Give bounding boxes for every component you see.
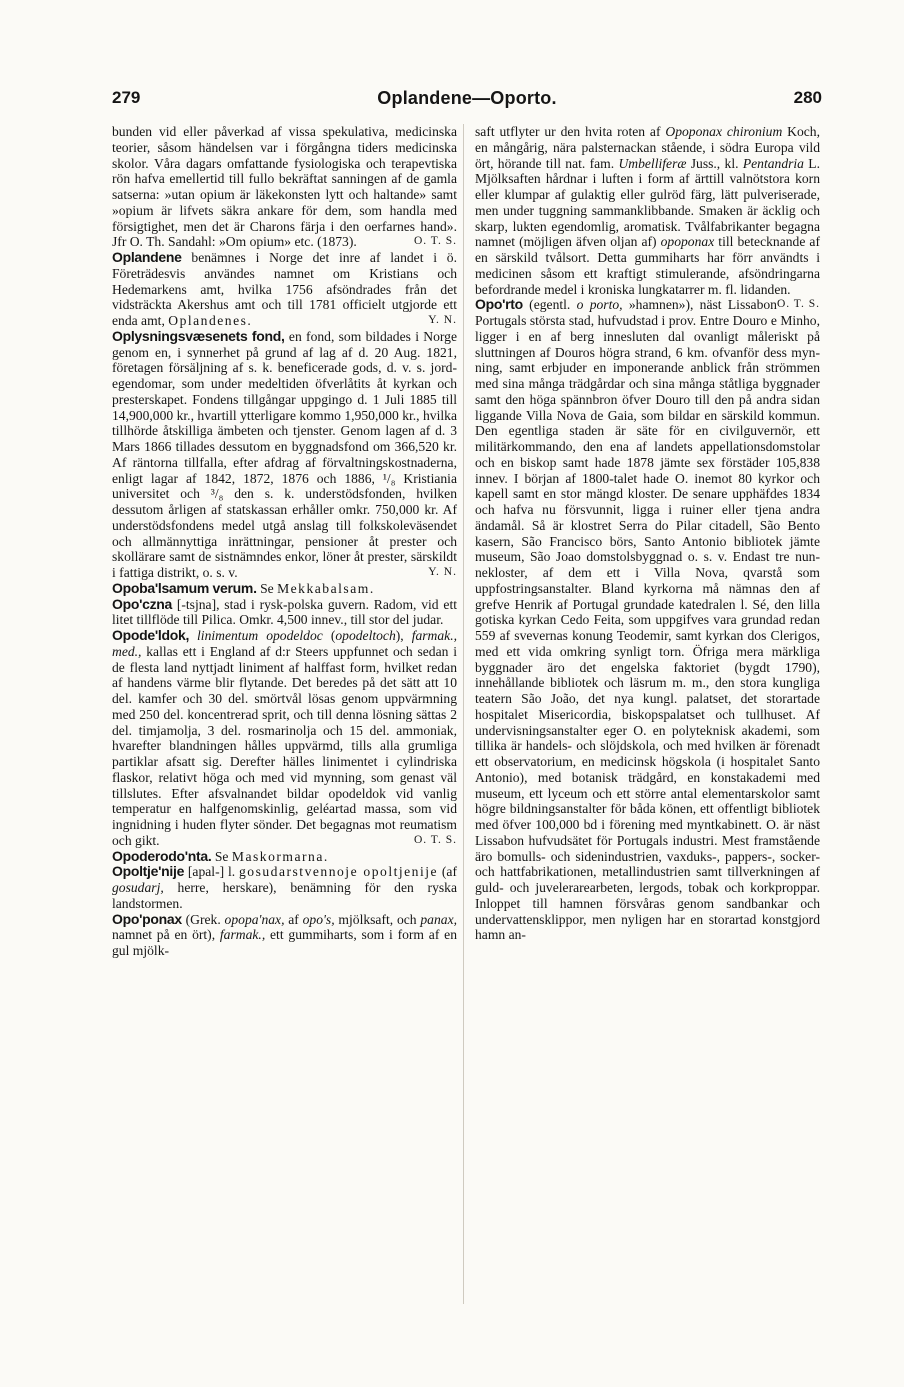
author-signature: Y. N. — [428, 566, 457, 578]
entry-continuation: bunden vid eller påverkad af vissa spekulativa, medicinska teorier, såsom händelsen var i förgångna tiders medicinska skolor. Våra dagars omfattande fysiologiska och terapevtiska rön hafva emellertid till fullo bekräftat sanningen af de gamla satserna: »utan opium är läkekonsten lytt och haltande» samt »opium är lifvets säkra ankare för dem, som handla med försigtighet, men det är Charons färja i den oerfarnes hand». Jfr O. Th. Sandahl: »Om opium» etc. (1873). O. T. S. — [112, 124, 457, 250]
author-signature: O. T. S. — [776, 298, 820, 311]
column-divider — [463, 124, 464, 1304]
page-title: Oplandene—Oporto. — [377, 88, 557, 108]
entry-opodeldok: Opode'ldok, linimentum opodeldoc (opodeltoch), farmak., med., kallas ett i England af d:r Steers uppfunnet och sedan i de flesta land nyttjadt liniment af halffast form, hvilket redan af handens värme blir flytande. Det beredes på det sätt att 10 del. kamfer och 30 del. smörtvål lösas genom uppvärmning med 250 del. koncentrerad sprit, och till denna lösning sättas 2 del. timjamolja, 3 del. rosmarinolja och 15 del. ammoniak, hvarefter blandningen hålles uppvärmd, tills alla grumliga partiklar afsatt sig. Derefter hälles linimentet i cylindriska flaskor, relativt höga och med vid mynning, som genast väl tillslutes. Efter afsvalnandet bildar opodeldok vid vanlig temperatur en halfgenomskinlig, geléartad massa, som vid ingnidning i huden flyter sönder. Det begagnas mot reumatism och gikt. O. T. S. — [112, 627, 457, 848]
entry-opoderodonta: Opoderodo'nta. Se Maskormarna. — [112, 847, 329, 864]
author-signature: O. T. S. — [413, 833, 457, 846]
headword: Oplysningsvæsenets fond, — [112, 327, 285, 344]
entry-opobalsamum: Opoba'lsamum verum. Se Mekkabalsam. — [112, 579, 375, 596]
page-header — [112, 88, 822, 112]
entry-opoczna: Opo'czna [-tsjna], stad i rysk-polska guvern. Radom, vid ett litet tillflöde till Pilica. Omkr. 4,500 innev., till stor del judar. — [112, 595, 457, 628]
right-column — [475, 124, 820, 943]
headword: Opo'czna — [112, 595, 173, 612]
entry-oplandene: Oplandene benämnes i Norge det inre af landet i ö. Företrädesvis användes namnet om Kristians och Hedemarkens amt, hvilka 1756 afsöndrades från det vidsträckta Akershus amt och till 1781 officielt utgjorde ett enda amt, Oplandenes. Y. N. — [112, 249, 457, 328]
author-signature: Y. N. — [428, 314, 457, 326]
entry-oporto: Opo'rto (egentl. o porto, »hamnen»), näst Lissabon Portugals största stad, hufvudstad i prov. Entre Douro e Minho, ligger i en af berg innesluten dal ovanligt måleriskt på sluttningen af Douros högra strand, 6 km. ofvanför dess mynning, samt erbjuder en imponerande anblick från strömmen med sina många trädgårdar och sina många ståtliga byggnader samt den höga spännbron öfver Douro till den på andra sidan liggande Villa Nova de Gaia, som bildar en särskild kommun. Den egentliga staden är säte för en civilguvernör, ett militärkommando, den ena af landets appellationsdomstolar och en biskop samt hade 1878 jämte sex förstäder 105,838 innev. I början af 1800-talet hade O. inemot 80 kyrkor och kapell samt en stor mängd kloster. De senare upphäfdes 1834 och hafva nu försvunnit, ligga i ruiner eller tjena andra ändamål. Så är klostret Serra do Pilar citadell, São Bento kasern, São Francisco börs, Santo Antonio bibliotek jämte museum, São Joao domstolsbyggnad o. s. v. Endast tre nunnekloster, af dem ett i Villa Nova, qvarstå som uppfostringsanstalter. Bland kyrkorna må nämnas den af grefve Henrik af Portugal grundade katedralen l. Sé, den lilla gotiska kyrkan Cedo Feita, som uppgifves vara grundad redan 559 af svevernas konung Teodemir, samt kyrkan dos Clerigos, med ett vida omkring synligt torn. Öfriga mera märkliga byggnader äro det engelska faktoriet (bygdt 1790), innehållande bibliotek och läsrum m. m., den stora kungliga teatern São João, det nya kungl. palatset, det storartade hospitalet Misericordia, biskopspalatset och tullhuset. Af undervisningsanstalter eger O. en polyteknisk akademi, som tillika är handels- och slöjdskola, och med hvilken är förenadt ett observatorium, en medicinsk högskola (i hospitalet Santo Antonio), med botanisk trädgård, en konstakademi med museum, ett lyceum och ett större antal elementarskolor samt högre bildningsanstalter för båda könen, ett offentligt bibliotek med öfver 100,000 bd i förening med myntkabinett. O. är näst Lissabon hufvudsätet för Portugals industri. Mest framstående äro bomulls- och sidenindustrien, vaxduks-, pappers-, socker- och hattfabrikationen, metallindustrien samt tillverkningen af guld- och juvelerarearbeten, lergods, tobak och korkproppar. Inloppet till hamnen försvåras genom sandbankar och undervattensklippor, men nyligen har en storartad konstgjord hamn an- — [475, 296, 820, 943]
entry-opoponax: Opo'ponax (Grek. opopa'nax, af opo's, mjölksaft, och panax, namnet på en ört), farmak., ett gummiharts, som i form af en gul mjölk- — [112, 910, 457, 958]
entry-oplysningsvaesenets-fond: Oplysningsvæsenets fond, en fond, som bildades i Norge genom en, i synnerhet på grund af lag af d. 20 Aug. 1821, företagen försäljning af s. k. beneficerade gods, d. v. s. jordegendomar, som under medeltiden öfverlåtits åt kyrkan och presterskapet. Fondens tillgångar uppgingo d. 1 Juli 1885 till 14,900,000 kr., hvartill ytterligare kommo 1,950,000 kr., hvilka tillhörde åtskilliga ämbeten och tjenster. Genom lagen af d. 3 Mars 1866 tillades dessutom en byggnadsfond om 366,520 kr. Af räntorna tillfalla, efter afdrag af förvaltningskostnaderna, enligt lagar af 1842, 1872, 1876 och 1886, ¹/₈ Kristiania universitet och ³/₈ den s. k. understödsfonden, hvilken dessutom årligen af statskassan erhåller omkr. 750,000 kr. Af understödsfondens medel utgå anslag till folkskoleväsendet och allmännyttiga inrättningar, pensioner åt prester och skollärare samt de sistnämndes enkor, löner åt prester, särskildt i fattiga distrikt, o. s. v. Y. N. — [112, 327, 457, 580]
page-number-right: 280 — [793, 88, 822, 107]
headword: Opoderodo'nta. — [112, 847, 212, 864]
cross-reference: Maskormarna. — [231, 848, 329, 864]
headword: Opo'ponax — [112, 910, 182, 927]
left-column — [112, 124, 457, 959]
cross-reference: Mekkabalsam. — [277, 580, 375, 596]
author-signature: O. T. S. — [413, 235, 457, 248]
page-number-left: 279 — [112, 88, 141, 107]
headword: Opo'rto — [475, 296, 523, 313]
headword: Oplandene — [112, 249, 182, 265]
headword: Opoltje'nije — [112, 863, 185, 880]
entry-opoltjenije: Opoltje'nije [apal-] l. gosudarstvennoje opoltjenije (af gosudarj, herre, herskare), benämning för den ryska landstormen. — [112, 863, 457, 911]
entry-opoponax-continued: saft utflyter ur den hvita roten af Opoponax chironium Koch, en mångårig, nära palsternackan stående, i södra Europa vild ört, hörande till nat. fam. Umbelliferæ Juss., kl. Pentandria L. Mjölksaften hårdnar i luften i form af ärttill valnötstora korn eller klumpar af gulaktig eller gulröd färg, lätt pulveriserade, men under tuggning sammanklibbande. Smaken är äcklig och skarp, lukten egendomlig, aromatisk. Tvålfabrikanter begagna namnet (möjligen äfven oljan af) opoponax till betecknande af en särskild tvålsort. Detta gummiharts har förr användts i medicinen såsom ett kraftigt stimulerande, afsöndringarna befordrande medel i kroniska lungkatarrer m. fl. lidanden. O. T. S. — [475, 124, 820, 297]
headword: Opode'ldok, — [112, 627, 190, 643]
headword: Opoba'lsamum verum. — [112, 579, 257, 596]
